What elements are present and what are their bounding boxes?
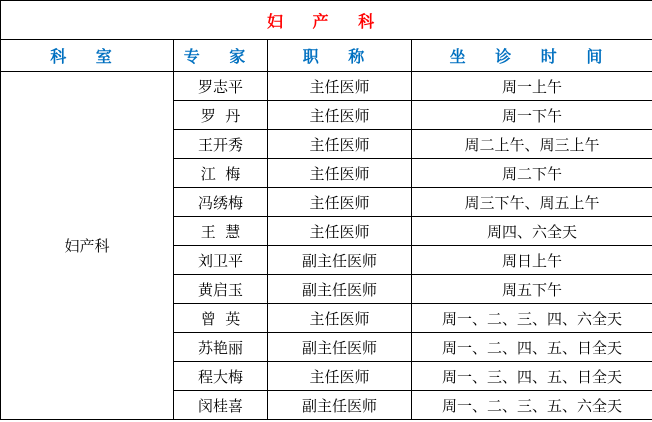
position-cell: 主任医师 (268, 217, 412, 246)
header-position: 职 称 (268, 40, 412, 72)
doctor-name-cell: 程大梅 (174, 362, 268, 391)
doctor-name-cell: 罗志平 (174, 72, 268, 101)
position-cell: 副主任医师 (268, 275, 412, 304)
schedule-cell: 周日上午 (412, 246, 652, 275)
position-cell: 副主任医师 (268, 333, 412, 362)
header-doctor: 专 家 (174, 40, 268, 72)
schedule-cell: 周一、三、四、五、日全天 (412, 362, 652, 391)
schedule-cell: 周一、二、三、五、六全天 (412, 391, 652, 420)
position-cell: 主任医师 (268, 159, 412, 188)
position-cell: 主任医师 (268, 130, 412, 159)
schedule-cell: 周一、二、四、五、日全天 (412, 333, 652, 362)
position-cell: 主任医师 (268, 362, 412, 391)
position-cell: 主任医师 (268, 101, 412, 130)
position-cell: 主任医师 (268, 188, 412, 217)
doctor-name-cell: 罗 丹 (174, 101, 268, 130)
doctor-name-cell: 曾 英 (174, 304, 268, 333)
table-title: 妇 产 科 (1, 1, 652, 40)
schedule-cell: 周四、六全天 (412, 217, 652, 246)
department-cell: 妇产科 (1, 72, 174, 420)
position-cell: 副主任医师 (268, 246, 412, 275)
header-row (1, 40, 652, 72)
doctor-name-cell: 黄启玉 (174, 275, 268, 304)
doctor-name-cell: 王 慧 (174, 217, 268, 246)
schedule-cell: 周三下午、周五上午 (412, 188, 652, 217)
schedule-cell: 周五下午 (412, 275, 652, 304)
position-cell: 主任医师 (268, 72, 412, 101)
doctor-name-cell: 刘卫平 (174, 246, 268, 275)
schedule-cell: 周二下午 (412, 159, 652, 188)
schedule-cell: 周一、二、三、四、六全天 (412, 304, 652, 333)
doctor-name-cell: 闵桂喜 (174, 391, 268, 420)
schedule-cell: 周一下午 (412, 101, 652, 130)
schedule-cell: 周二上午、周三上午 (412, 130, 652, 159)
header-schedule: 坐 诊 时 间 (412, 40, 652, 72)
doctor-name-cell: 苏艳丽 (174, 333, 268, 362)
position-cell: 主任医师 (268, 304, 412, 333)
table-row (1, 72, 652, 101)
title-row (1, 1, 652, 40)
schedule-cell: 周一上午 (412, 72, 652, 101)
position-cell: 副主任医师 (268, 391, 412, 420)
doctor-name-cell: 王开秀 (174, 130, 268, 159)
doctor-name-cell: 冯绣梅 (174, 188, 268, 217)
doctor-name-cell: 江 梅 (174, 159, 268, 188)
header-department: 科 室 (1, 40, 174, 72)
